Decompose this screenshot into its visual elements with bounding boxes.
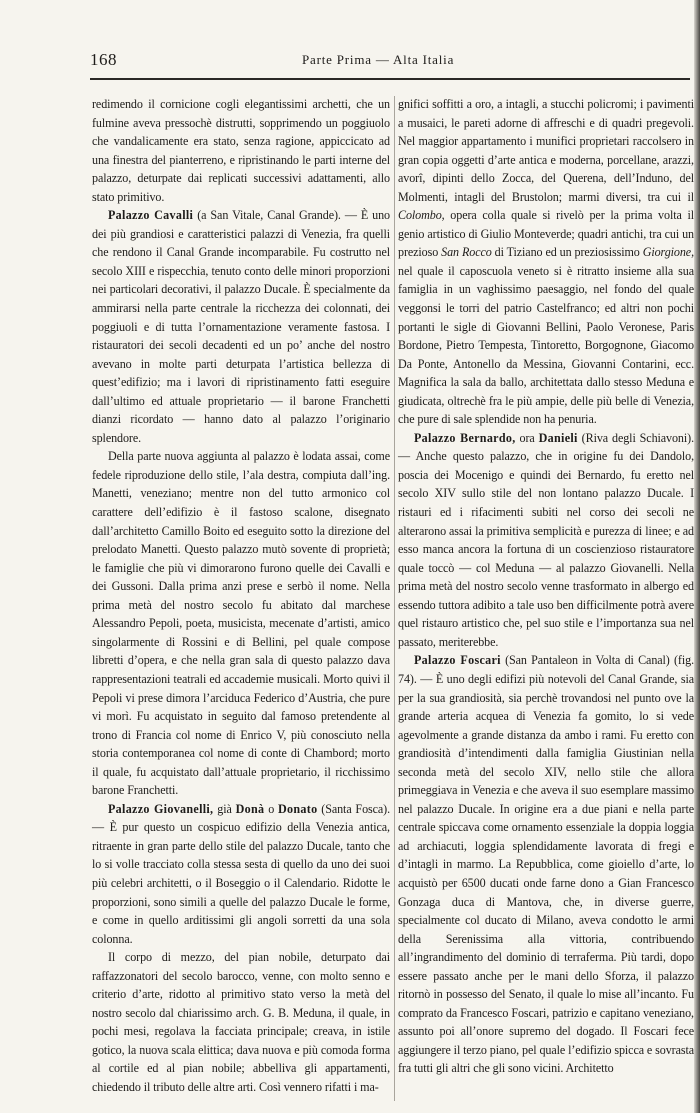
paragraph-palazzo-giovanelli — [92, 800, 390, 948]
paragraph-palazzo-cavalli — [92, 206, 390, 447]
paragraph-text: (a San Vitale, Canal Grande). — È uno dei più grandiosi e caratteristici palazzi di Venezia, fra quelli che rendono il Canal Grande incomparabile. Fu costrutto nel secolo XIII e rispecchia, tenuto conto delle minori proporzioni nei particolari decorativi, il palazzo Ducale. È specialmente da ammirarsi nella parte centrale la ricchezza dei colonnati, dei poggiuoli e di tutta l’ornamentazione veramente fastosa. I ristauratori dei secoli decadenti ed un po’ anche del nostro avevano in molte parti deturpata l’artistica bellezza di quest’edifizio; ma i lavori di ripristinamento fatti eseguire dall’ultimo ed attuale proprietario — il barone Franchetti dianzi ricordato — hanno dato al palazzo l’originario splendore. — [92, 208, 390, 445]
entry-heading: Palazzo Foscari — [414, 653, 501, 668]
paragraph-text: ora — [515, 430, 539, 445]
paragraph-text: redimendo il cornicione cogli elegantissimi archetti, che un fulmine aveva pressochè distrutti, sopprimendo un poggiuolo che vandalicamente era stato, senza ragione, appiccicato ad una finestra del pianterreno, e ripristinando le parti interne del palazzo, deturpate dai replicati successivi adattamenti, allo stato primitivo. — [92, 97, 390, 204]
right-column — [398, 95, 694, 1078]
paragraph — [92, 95, 390, 206]
running-title: Parte Prima — Alta Italia — [302, 52, 455, 67]
left-column — [92, 95, 390, 1097]
paragraph-text: Il corpo di mezzo, del pian nobile, deturpato dai raffazzonatori del secolo barocco, venne, con molto senno e criterio d’arte, ridotto al primitivo stato verso la metà del nostro secolo dal chiarissimo arch. G. B. Meduna, il quale, in pochi mesi, regolava la facciata principale; creava, in istile gotico, la nuova scala elittica; dava nuova e più comoda forma al cortile ed al pian nobile; abbelliva gli appartamenti, chiedendo il tributo delle altre arti. Così vennero rifatti i ma- — [92, 950, 390, 1094]
paragraph-palazzo-bernardo — [398, 429, 694, 652]
paragraph — [398, 95, 694, 429]
page-number: 168 — [90, 50, 117, 69]
paragraph-text: (Santa Fosca). — È pur questo un cospicuo edifizio della Venezia antica, ritraente in gran parte dello stile del palazzo Ducale, tanto che lo si volle tracciato colla stessa sesta di quello da uno dei suoi più celebri architetti, o il Boseggio o il Calendario. Ridotte le proporzioni, sono simili a quelle del palazzo Ducale le forme, e come in quello arditissimi gli angoli sorretti da una sola colonna. — [92, 801, 391, 946]
entry-heading: Donato — [278, 801, 318, 816]
paragraph-text: nel quale il caposcuola veneto si è ritratto insieme alla sua famiglia in un vaghissimo paesaggio, nel fondo del quale veggonsi le torri del patrio Castelfranco; ed altri non pochi portanti le sigle di Giovanni Bellini, Paolo Veronese, Paris Bordone, Pietro Tempesta, Tintoretto, Borgognone, Giacomo Da Ponte, Antonello da Messina, Giovanni Contarini, ecc. Magnifica la sala da ballo, architettata dallo stesso Meduna e giudicata, oltrechè fra le più ampie, delle più belle di Venezia, che pure di sale splendide non ha penuria. — [398, 263, 694, 427]
italic-title: Giorgione, — [642, 245, 694, 260]
entry-heading: Palazzo Giovanelli, — [108, 801, 214, 816]
paragraph-text: (San Pantaleon in Volta di Canal) (fig. 74). — È uno degli edifizi più notevoli del Canal Grande, sia per la sua grandiosità, sia perchè trovandosi nel punto ove la grande arteria acquea di Venezia fa gomito, lo si vede agevolmente a grande distanza da ambo i rami. Fu eretto con grandiosità d’intendimenti dalla famiglia Giustinian nella seconda metà del secolo XIV, nello stile che allora primeggiava in Venezia e che aveva il suo esemplare massimo nel palazzo Ducale. In origine era a due piani e nella parte centrale spiccava come ornamento essenziale la doppia loggia ad archiacuti, loggia splendidamente lavorata di fregi e d’intagli in marmo. La Repubblica, come gioiello d’arte, lo acquistò per 6500 ducati onde farne dono a Gian Francesco Gonzaga duca di Mantova, che, in diverse guerre, specialmente col ducato di Milano, aveva condotto le armi della Serenissima alla vittoria, contribuendo all’ingrandimento del dominio di terraferma. Più tardi, dopo essere passato anche per le mani dello Sforza, il palazzo ritornò in possesso del Senato, il quale lo mise all’incanto. Fu comprato da Francesco Foscari, patrizio e capitano veneziano, assunto poi all’onore supremo del dogado. Il Foscari fece aggiungere il terzo piano, pel quale l’edifizio spicca e sovrasta fra tutti gli altri che gli sono vicini. Architetto — [398, 653, 694, 1076]
paragraph-text: o — [264, 801, 278, 816]
paragraph-text: gnifici soffitti a oro, a intagli, a stucchi policromi; i pavimenti a musaici, le pareti adorne di affreschi e di quadri pregevoli. Nel maggior appartamento i munifici proprietari raccolsero in gran copia oggetti d’arte antica e moderna, porcellane, arazzi, avorî, dipinti dello Zocca, del Querena, dell’Induno, del Molmenti, intagli del Brustolon; marmi diversi, tra cui il — [398, 97, 694, 204]
header-rule — [90, 78, 690, 80]
paragraph-text: Della parte nuova aggiunta al palazzo è lodata assai, come fedele riproduzione dello stile, l’ala destra, compiuta dall’ing. Manetti, veneziano; mentre non del tutto armonico col carattere dell’edifizio è il fastoso scalone, disegnato dall’architetto Camillo Boito ed eseguito sotto la direzione del prelodato Manetti. Questo palazzo mutò sovente di proprietà; le famiglie che più vi dimorarono furono quelle dei Cavalli e dei Gussoni. Dalla prima anzi prese e serbò il nome. Nella prima metà del nostro secolo fu abitato dal marchese Alessandro Pepoli, poeta, musicista, mecenate d’artisti, amico singolarmente di Rossini e di Bellini, pel quale compose libretti d’opera, e che nella gran sala di questo palazzo dava rappresentazioni teatrali ed accademie musicali. Morto quivi il Pepoli vi prese dimora l’arciduca Federico d’Austria, che pure vi morì. Fu acquistato in seguito dal famoso pretendente al trono di Francia col nome di Enrico V, più conosciuto nella storia contemporanea col nome di conte di Chambord; morto il quale, fu acquistato dall’attuale proprietario, il ricchissimo barone Franchetti. — [92, 449, 390, 798]
paragraph-text: opera colla quale si rivelò per la prima volta il genio artistico di Giulio Monteverde; quadri antichi, tra cui un prezioso — [398, 208, 694, 260]
paragraph — [92, 948, 390, 1096]
entry-heading: Palazzo Cavalli — [108, 208, 194, 223]
italic-title: Colombo, — [398, 208, 445, 223]
page-edge-shadow — [694, 0, 700, 1113]
paragraph-text: di Tiziano ed un preziosissimo — [491, 245, 643, 260]
paragraph-text: già — [213, 801, 236, 816]
italic-title: San Rocco — [441, 245, 492, 260]
entry-heading: Danieli — [538, 430, 578, 445]
column-divider — [394, 96, 395, 1101]
running-header — [90, 44, 690, 74]
entry-heading: Palazzo Bernardo, — [414, 430, 516, 445]
paragraph — [92, 447, 390, 799]
paragraph-text: (Riva degli Schiavoni). — Anche questo palazzo, che in origine fu dei Dandolo, poscia dei Mocenigo e quindi dei Bernardo, fu eretto nel secolo XIV sullo stile del non lontano palazzo Ducale. I ristauri ed i rifacimenti subiti nel corso dei secoli ne alterarono assai la primitiva semplicità e purezza di linee; e ad esso manca ancora la fortuna di un coscienzioso ristauratore quale toccò — col Meduna — al palazzo Giovanelli. Nella prima metà del nostro secolo venne trasformato in albergo ed essendo tuttora adibito a tale uso ben difficilmente potrà avere quel ristauro artistico che, pel suo stile e l’importanza sua nel passato, meriterebbe. — [398, 430, 694, 649]
paragraph-palazzo-foscari — [398, 651, 694, 1078]
entry-heading: Donà — [235, 801, 265, 816]
